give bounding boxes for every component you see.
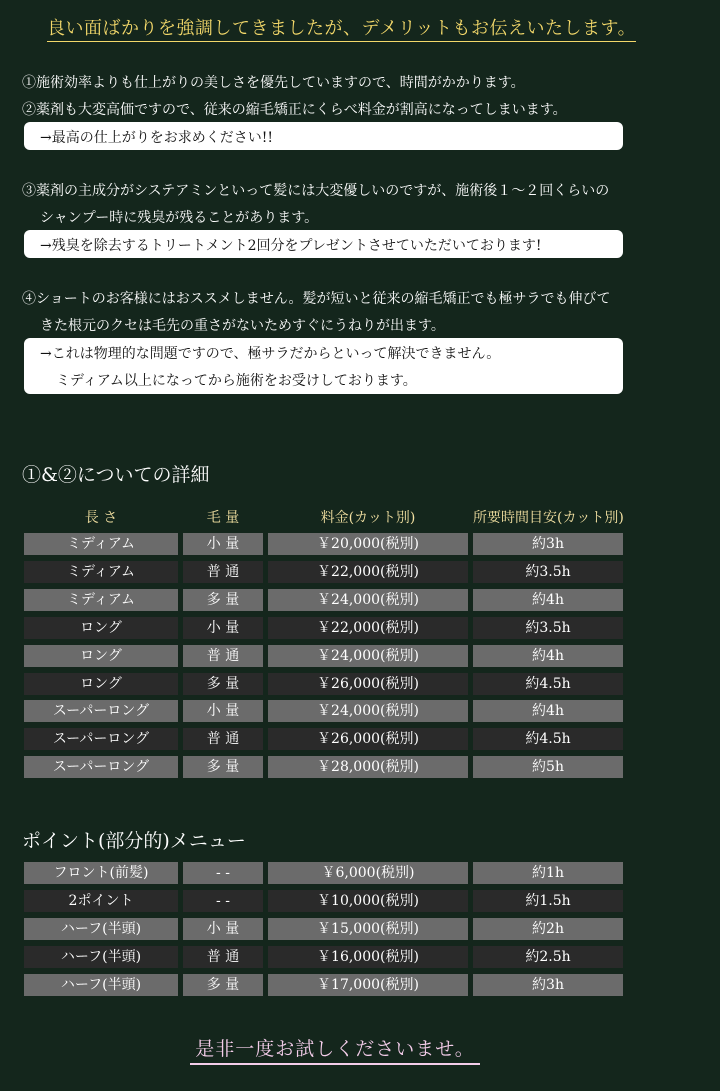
volume-cell: 小 量 (183, 700, 263, 722)
length-cell: スーパーロング (24, 728, 178, 750)
header-length: 長 さ (84, 510, 118, 526)
volume-cell: 普 通 (183, 946, 263, 968)
length-cell: ハーフ(半頭) (24, 918, 178, 940)
note-box-2 (24, 230, 623, 258)
price-cell: ￥10,000(税別) (268, 890, 468, 912)
volume-cell: 普 通 (183, 728, 263, 750)
volume-cell: 多 量 (183, 589, 263, 611)
price-cell: ￥22,000(税別) (268, 617, 468, 639)
note-2: ②薬剤も大変高価ですので、従来の縮毛矯正にくらべ料金が割高になってしまいます。 (22, 102, 567, 118)
volume-cell: 多 量 (183, 974, 263, 996)
duration-cell: 約3.5h (473, 617, 623, 639)
note-3-line-2: シャンプー時に残臭が残ることがあります。 (40, 210, 319, 226)
price-cell: ￥22,000(税別) (268, 561, 468, 583)
duration-cell: 約2.5h (473, 946, 623, 968)
duration-cell: 約1.5h (473, 890, 623, 912)
price-cell: ￥26,000(税別) (268, 728, 468, 750)
length-cell: ハーフ(半頭) (24, 974, 178, 996)
price-cell: ￥16,000(税別) (268, 946, 468, 968)
duration-cell: 約4h (473, 700, 623, 722)
length-cell: ロング (24, 645, 178, 667)
length-cell: ミディアム (24, 589, 178, 611)
price-cell: ￥24,000(税別) (268, 589, 468, 611)
volume-cell: 小 量 (183, 617, 263, 639)
price-table-title: ①&②についての詳細 (22, 464, 210, 486)
duration-cell: 約4.5h (473, 728, 623, 750)
length-cell: ミディアム (24, 533, 178, 555)
length-cell: フロント(前髪) (24, 862, 178, 884)
duration-cell: 約1h (473, 862, 623, 884)
note-box-1 (24, 122, 623, 150)
price-cell: ￥20,000(税別) (268, 533, 468, 555)
duration-cell: 約4.5h (473, 673, 623, 695)
point-menu-title: ポイント(部分的)メニュー (22, 830, 246, 852)
length-cell: ミディアム (24, 561, 178, 583)
volume-cell: 多 量 (183, 673, 263, 695)
length-cell: スーパーロング (24, 756, 178, 778)
price-cell: ￥24,000(税別) (268, 645, 468, 667)
duration-cell: 約5h (473, 756, 623, 778)
length-cell: ハーフ(半頭) (24, 946, 178, 968)
volume-cell: 小 量 (183, 533, 263, 555)
price-cell: ￥24,000(税別) (268, 700, 468, 722)
duration-cell: 約3h (473, 533, 623, 555)
length-cell: 2ポイント (24, 890, 178, 912)
volume-cell: 多 量 (183, 756, 263, 778)
volume-cell: - - (183, 862, 263, 884)
price-cell: ￥26,000(税別) (268, 673, 468, 695)
note-3-line-1: ③薬剤の主成分がシステアミンといって髪には大変優しいのですが、施術後１～２回くらいの (22, 183, 610, 199)
price-cell: ￥15,000(税別) (268, 918, 468, 940)
price-cell: ￥28,000(税別) (268, 756, 468, 778)
length-cell: スーパーロング (24, 700, 178, 722)
length-cell: ロング (24, 673, 178, 695)
price-cell: ￥17,000(税別) (268, 974, 468, 996)
note-box-3-line-1: →これは物理的な問題ですので、極サラだからといって解決できません。 (40, 346, 501, 362)
volume-cell: 普 通 (183, 561, 263, 583)
volume-cell: 普 通 (183, 645, 263, 667)
closing-message: 是非一度お試しくださいませ。 (190, 1034, 480, 1065)
header-volume: 毛 量 (206, 510, 240, 526)
duration-cell: 約3h (473, 974, 623, 996)
header-price: 料金(カット別) (320, 510, 416, 526)
header-duration: 所要時間目安(カット別) (473, 510, 624, 526)
price-cell: ￥6,000(税別) (268, 862, 468, 884)
note-4-line-2: きた根元のクセは毛先の重さがないためすぐにうねりが出ます。 (40, 318, 445, 334)
note-1: ①施術効率よりも仕上がりの美しさを優先していますので、時間がかかります。 (22, 75, 525, 91)
duration-cell: 約3.5h (473, 561, 623, 583)
duration-cell: 約4h (473, 645, 623, 667)
note-box-3 (24, 338, 623, 394)
volume-cell: - - (183, 890, 263, 912)
note-box-1-text: →最高の仕上がりをお求めください!! (40, 130, 273, 146)
length-cell: ロング (24, 617, 178, 639)
note-box-2-text: →残臭を除去するトリートメント2回分をプレゼントさせていただいております! (40, 238, 542, 254)
volume-cell: 小 量 (183, 918, 263, 940)
note-box-3-line-2: ミディアム以上になってから施術をお受けしております。 (56, 373, 417, 389)
note-4-line-1: ④ショートのお客様にはおススメしません。髪が短いと従来の縮毛矯正でも極サラでも伸びて (22, 291, 611, 307)
duration-cell: 約4h (473, 589, 623, 611)
duration-cell: 約2h (473, 918, 623, 940)
page-heading: 良い面ばかりを強調してきましたが、デメリットもお伝えいたします。 (47, 14, 636, 42)
